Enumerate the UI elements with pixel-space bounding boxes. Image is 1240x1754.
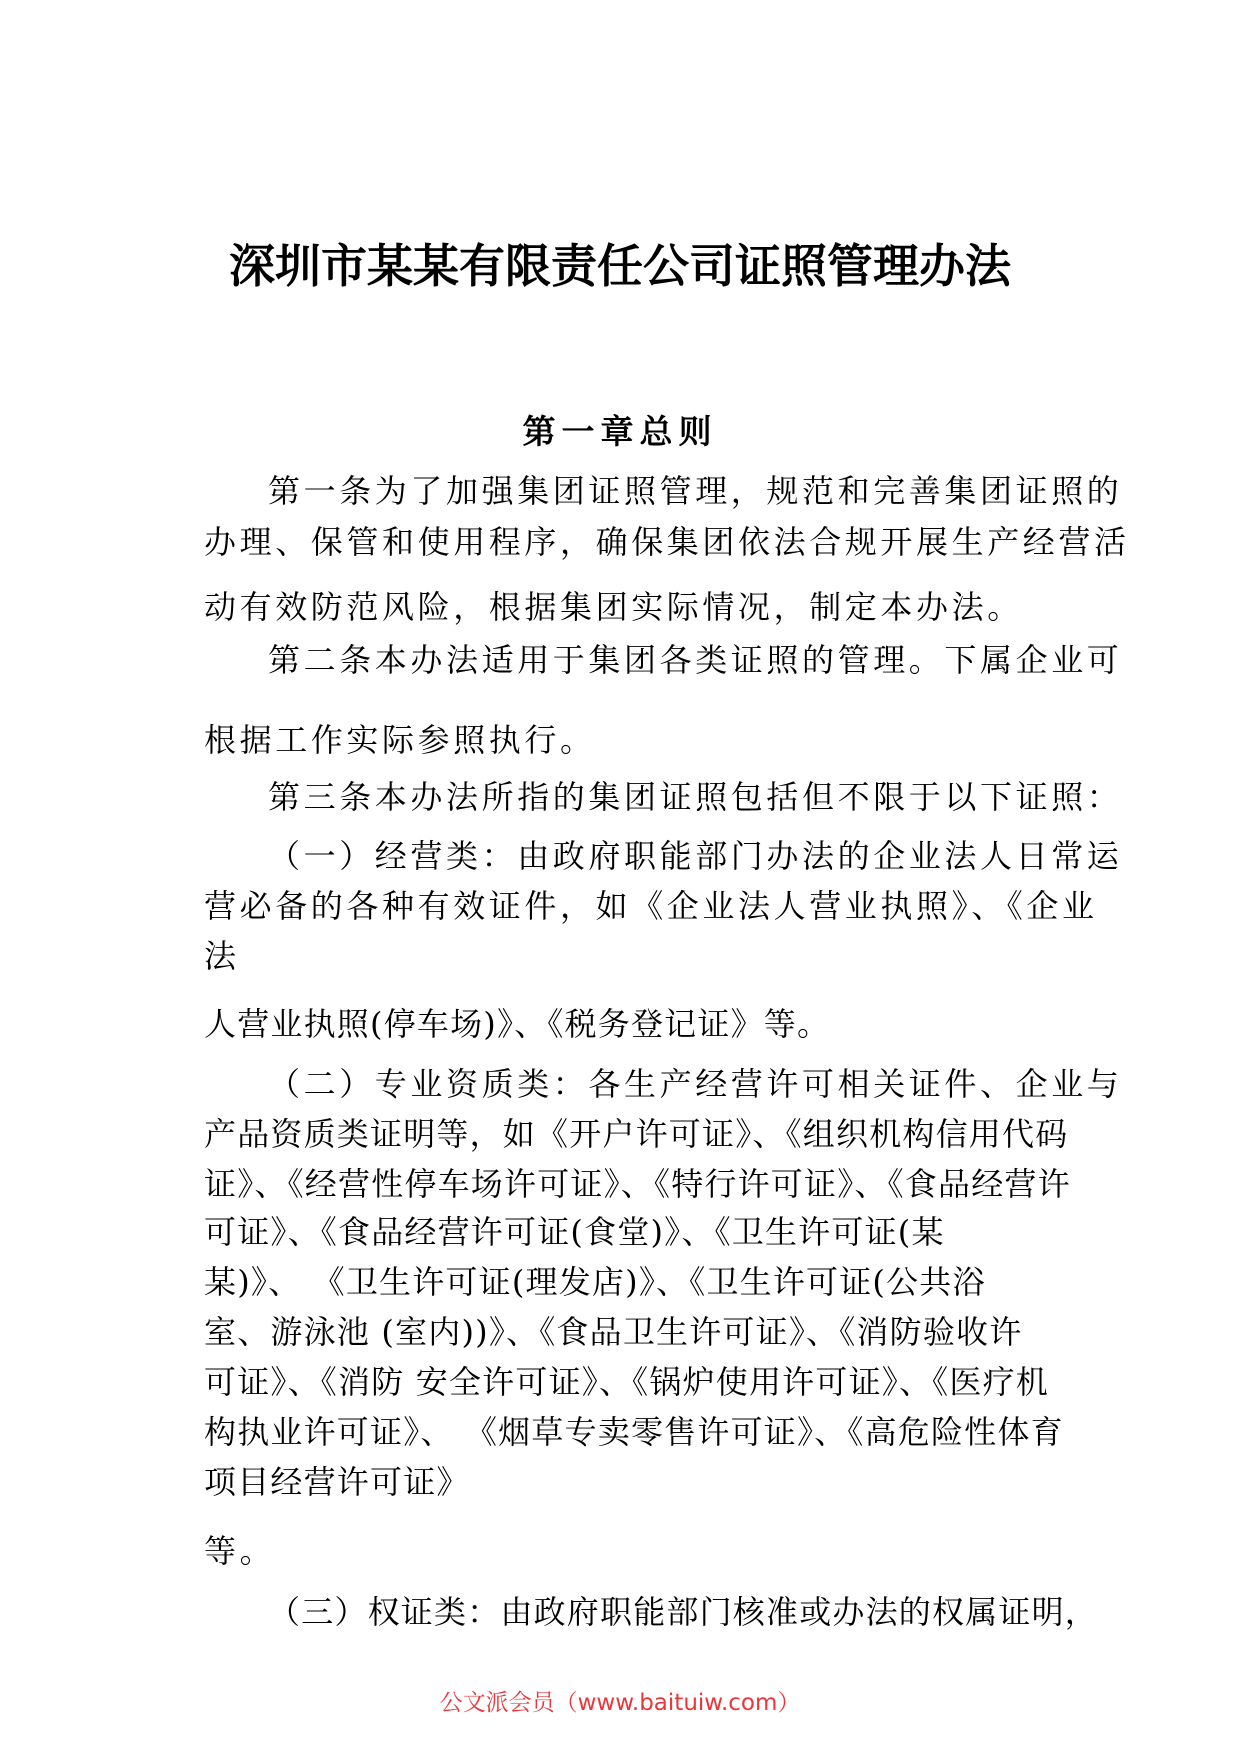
body-line: 可证》、《消防 安全许可证》、《锅炉使用许可证》、《医疗机 — [204, 1363, 1049, 1401]
body-line: 第三条本办法所指的集团证照包括但不限于以下证照： — [268, 778, 1123, 816]
body-line: 办理、保管和使用程序，确保集团依法合规开展生产经营活 — [204, 523, 1130, 561]
footer-watermark: 公文派会员（www.baituiw.com） — [439, 1690, 801, 1716]
body-line: 项目经营许可证》 — [204, 1463, 470, 1501]
body-line: 等。 — [204, 1532, 276, 1570]
body-line: 法 — [204, 937, 240, 975]
body-line: 第一条为了加强集团证照管理，规范和完善集团证照的 — [268, 472, 1123, 510]
body-line: 产品资质类证明等，如《开户许可证》、《组织机构信用代码 — [204, 1115, 1069, 1153]
body-line: 可证》、《食品经营许可证(食堂)》、《卫生许可证(某 — [204, 1213, 945, 1251]
body-line: 人营业执照(停车场)》、《税务登记证》等。 — [204, 1005, 831, 1043]
body-line: 某)》、 《卫生许可证(理发店)》、《卫生许可证(公共浴 — [204, 1263, 986, 1301]
body-line: 第二条本办法适用于集团各类证照的管理。下属企业可 — [268, 641, 1123, 679]
body-line: 动有效防范风险，根据集团实际情况，制定本办法。 — [204, 588, 1023, 626]
body-line: （三）权证类：由政府职能部门核准或办法的权属证明， — [268, 1593, 1099, 1631]
body-line: 营必备的各种有效证件，如《企业法人营业执照》、《企业 — [204, 887, 1098, 925]
body-line: （一）经营类：由政府职能部门办法的企业法人日常运 — [268, 837, 1123, 875]
chapter-heading: 第一章总则 — [522, 412, 718, 451]
body-line: 根据工作实际参照执行。 — [204, 721, 596, 759]
body-line: （二）专业资质类：各生产经营许可相关证件、企业与 — [268, 1065, 1123, 1103]
body-line: 构执业许可证》、 《烟草专卖零售许可证》、《高危险性体育 — [204, 1413, 1064, 1451]
body-line: 室、游泳池 (室内))》、《食品卫生许可证》、《消防验收许 — [204, 1313, 1023, 1351]
body-line: 证》、《经营性停车场许可证》、《特行许可证》、《食品经营许 — [204, 1165, 1071, 1203]
document-title: 深圳市某某有限责任公司证照管理办法 — [229, 239, 1011, 293]
